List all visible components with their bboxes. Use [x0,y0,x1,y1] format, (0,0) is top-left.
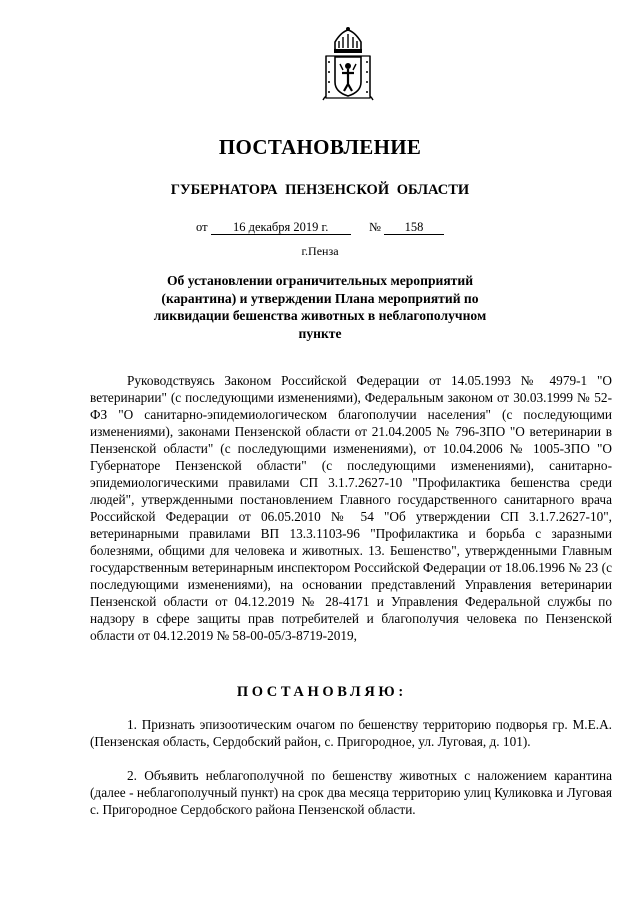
document-type-heading: ПОСТАНОВЛЕНИЕ [218,135,422,159]
date-number-line [0,220,640,235]
document-subject-title: Об установлении ограничительных мероприятий (карантина) и утверждении Плана мероприятий по ликвидации бешенства животных в неблагополучном пункте [153,273,487,341]
from-label: от [196,220,208,234]
preamble-paragraph: Руководствуясь Законом Российской Федерации от 14.05.1993 № 4979-1 "О ветеринарии" (с последующими изменениями), Федеральным законом от 30.03.1999 № 52-ФЗ "О санитарно-эпидемиологическом благополучии населения" (с последующими изменениями), законами Пензенской области от 21.04.2005 № 796-ЗПО "О ветеринарии в Пензенской области" (с последующими изменениями), от 10.04.2006 № 1005-ЗПО "О Губернаторе Пензенской области" (с последующими изменениями), санитарно-эпидемиологическими правилами СП 3.1.7.2627-10 "Профилактика бешенства среди людей", утвержденными постановлением Главного государственного санитарного врача Российской Федерации от 06.05.2010 № 54 "Об утверждении СП 3.1.7.2627-10", ветеринарными правилами ВП 13.3.1103-96 "Профилактика и борьба с заразными болезнями, общими для человека и животных. 13. Бешенство", утвержденными Главным государственным ветеринарным инспектором Российской Федерации от 18.06.1996 № 23 (с последующими изменениями), на основании представлений Управления ветеринарии Пензенской области от 04.12.2019 № 28-4171 и Управления Федеральной службы по надзору в сфере защиты прав потребителей и благополучия человека по Пензенской области от 04.12.2019 № 58-00-05/3-8719-2019, [90,373,612,643]
number-label: № [368,220,381,234]
decree-item-2: 2. Объявить неблагополучной по бешенству животных с наложением карантина (далее - неблагополучный пункт) на срок два месяца территорию улиц Куликовка и Луговая с. Пригородное Сердобского района Пензенской области. [90,768,612,817]
decree-item-1: 1. Признать эпизоотическим очагом по бешенству территорию подворья гр. М.Е.А. (Пензенская область, Сердобский район, с. Пригородное, ул. Луговая, д. 101). [90,717,612,749]
issue-city: г.Пенза [301,244,339,258]
decree-heading [0,684,640,701]
decree-word: ПОСТАНОВЛЯЮ [236,684,399,700]
decree-colon: : [398,684,404,700]
issuer-heading: ГУБЕРНАТОРА ПЕНЗЕНСКОЙ ОБЛАСТИ [170,182,470,198]
document-date: 16 декабря 2019 г. [211,221,351,235]
penza-coat-of-arms-emblem [321,26,375,102]
document-number: 158 [384,221,444,235]
